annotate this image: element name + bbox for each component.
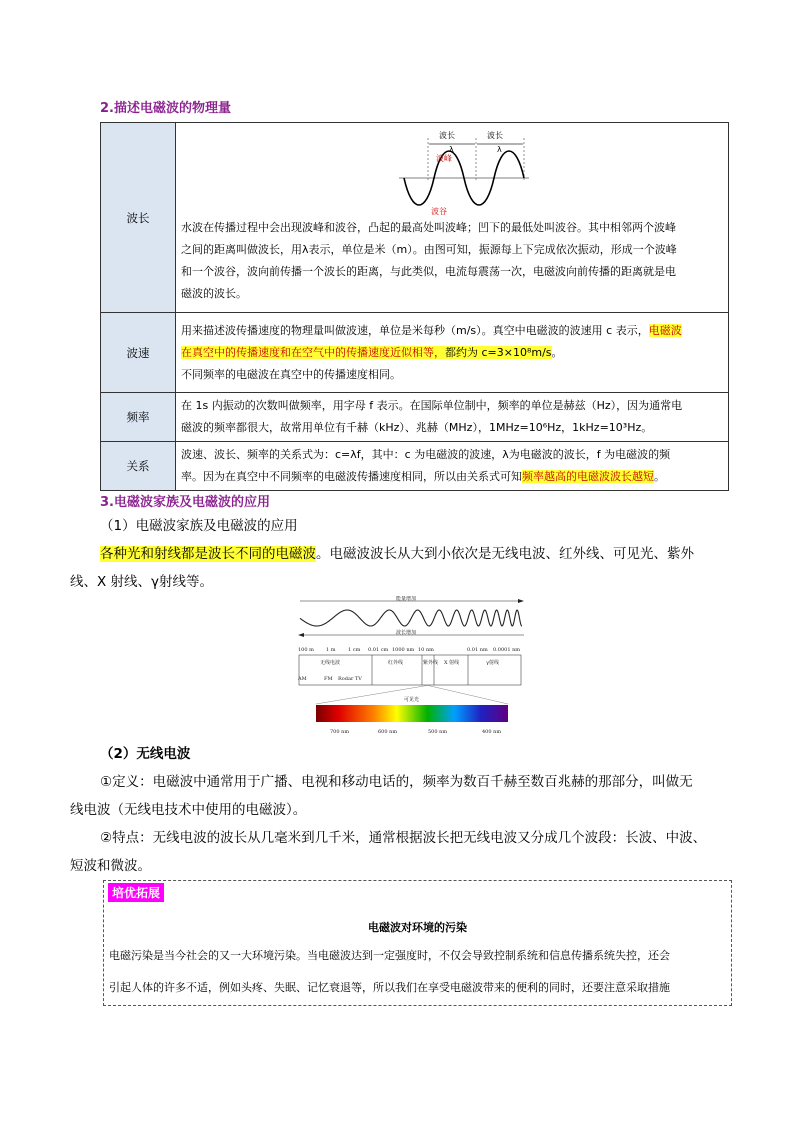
band-infrared: 红外线 — [388, 660, 404, 666]
band-gamma: γ射线 — [486, 660, 499, 666]
energy-increase-label: 能量增加 — [396, 596, 417, 602]
fig-lambda-2: λ — [497, 145, 502, 154]
wavelength-diagram — [396, 130, 536, 217]
svg-text:1 m: 1 m — [326, 647, 336, 653]
svg-text:100 m: 100 m — [298, 647, 314, 653]
wave-figure — [181, 130, 723, 217]
fig-crest-label: 波峰 — [436, 154, 452, 163]
svg-text:0.01 cm: 0.01 cm — [368, 647, 389, 653]
subsection-1-title: （1）电磁波家族及电磁波的应用 — [100, 518, 298, 534]
svg-text:Rodar TV: Rodar TV — [338, 676, 362, 682]
wavelength-line-4: 磁波的波长。 — [181, 287, 247, 300]
frequency-line-1: 在 1s 内振动的次数叫做频率，用字母 f 表示。在国际单位制中，频率的单位是赫兹（Hz），因为通常电 — [181, 399, 683, 412]
speed-line-1: 用来描述波传播速度的物理量叫做波速，单位是米每秒（m/s）。真空中电磁波的波速用 c 表示， — [181, 323, 649, 337]
wavelength-increase-label: 波长增加 — [396, 630, 417, 636]
paragraph-1-line-2: 线、X 射线、γ射线等。 — [70, 574, 214, 590]
em-spectrum-diagram — [296, 596, 528, 738]
row-relation: 关系 波速、波长、频率的关系式为：c=λf，其中：c 为电磁波的波速，λ为电磁波的波长，f 为电磁波的频 率。因为在真空中不同频率的电磁波传播速度相同，所以由关系式可知频率越高的电磁波波长越短。 — [101, 442, 729, 491]
row-speed: 波速 用来描述波传播速度的物理量叫做波速，单位是米每秒（m/s）。真空中电磁波的波速用 c 表示，电磁波 在真空中的传播速度和在空气中的传播速度近似相等，都约为 c=3×10⁸m/s。 不同频率的电磁波在真空中的传播速度相同。 — [101, 313, 729, 393]
key-speed: 波速 — [101, 313, 176, 393]
svg-text:1000 nm: 1000 nm — [392, 647, 415, 653]
wavelength-line-2: 之间的距离叫做波长，用λ表示，单位是米（m）。由图可知，振源每上下完成依次振动，形成一个波峰 — [181, 243, 677, 256]
speed-line-2-highlight: 在真空中的传播速度和在空气中的传播速度近似相等， — [181, 345, 445, 359]
extension-tag: 培优拓展 — [108, 883, 164, 902]
definition-line-2: 线电波（无线电技术中使用的电磁波）。 — [70, 802, 307, 818]
speed-line-2-value: 都约为 c=3×10⁸m/s — [445, 345, 552, 359]
relation-line-1: 波速、波长、频率的关系式为：c=λf，其中：c 为电磁波的波速，λ为电磁波的波长，f 为电磁波的频 — [181, 448, 671, 461]
extension-line-1: 电磁污染是当今社会的又一大环境污染。当电磁波达到一定强度时，不仅会导致控制系统和信息传播系统失控，还会 — [109, 949, 670, 962]
speed-line-3: 不同频率的电磁波在真空中的传播速度相同。 — [181, 367, 401, 381]
key-frequency: 频率 — [101, 393, 176, 442]
svg-text:AM: AM — [298, 676, 307, 682]
extension-title: 电磁波对环境的污染 — [368, 921, 467, 934]
wavelength-line-1: 水波在传播过程中会出现波峰和波谷，凸起的最高处叫波峰；凹下的最低处叫波谷。其中相邻两个波峰 — [181, 221, 676, 234]
row-frequency — [101, 393, 729, 442]
relation-highlight: 频率越高的电磁波波长越短 — [522, 470, 654, 483]
subsection-2-title: （2）无线电波 — [100, 746, 191, 762]
fig-lambda-1: λ — [449, 145, 454, 154]
feature-line-2: 短波和微波。 — [70, 858, 151, 874]
definition-line-1: ①定义：电磁波中通常用于广播、电视和移动电话的，频率为数百千赫至数百兆赫的那部分，叫做无 — [100, 774, 693, 790]
svg-text:700 nm: 700 nm — [330, 729, 350, 735]
svg-text:400 nm: 400 nm — [482, 729, 502, 735]
section-3-title: 3.电磁波家族及电磁波的应用 — [100, 495, 270, 510]
svg-text:0.01 nm: 0.01 nm — [467, 647, 488, 653]
svg-text:500 nm: 500 nm — [428, 729, 448, 735]
band-xray: X 射线 — [444, 660, 460, 666]
fig-trough-label: 波谷 — [431, 207, 447, 216]
visible-spectrum-bar — [316, 705, 508, 722]
section-2-title: 2.描述电磁波的物理量 — [100, 101, 231, 116]
svg-text:1 cm: 1 cm — [348, 647, 361, 653]
key-wavelength: 波长 — [101, 123, 176, 313]
row-wavelength — [101, 123, 729, 313]
fig-label-wavelength-1: 波长 — [439, 131, 455, 140]
key-relation: 关系 — [101, 442, 176, 491]
paragraph-1: 各种光和射线都是波长不同的电磁波。电磁波波长从大到小依次是无线电波、红外线、可见光、紫外 — [100, 546, 694, 562]
wavelength-line-3: 和一个波谷，波向前传播一个波长的距离，与此类似，电流每震荡一次，电磁波向前传播的距离就是电 — [181, 265, 676, 278]
svg-text:600 nm: 600 nm — [378, 729, 398, 735]
band-ultraviolet: 紫外线 — [423, 660, 439, 666]
paragraph-1-highlight: 各种光和射线都是波长不同的电磁波 — [100, 546, 316, 562]
visible-light-label: 可见光 — [404, 697, 420, 703]
feature-line-1: ②特点：无线电波的波长从几毫米到几千米，通常根据波长把无线电波又分成几个波段：长波、中波、 — [100, 830, 707, 846]
fig-label-wavelength-2: 波长 — [487, 131, 503, 140]
extension-line-2: 引起人体的许多不适，例如头疼、失眠、记忆衰退等，所以我们在享受电磁波带来的便利的同时，还要注意采取措施 — [109, 981, 670, 994]
frequency-line-2: 磁波的频率都很大，故常用单位有千赫（kHz）、兆赫（MHz），1MHz=10⁶Hz，1kHz=10³Hz。 — [181, 421, 653, 434]
physical-quantities-table — [100, 122, 729, 491]
svg-text:0.0001 nm: 0.0001 nm — [493, 647, 521, 653]
band-radio: 无线电波 — [320, 660, 341, 666]
speed-line-1-highlight: 电磁波 — [648, 323, 682, 337]
svg-text:FM: FM — [324, 676, 333, 682]
extension-box — [103, 880, 732, 1006]
spectrum-wave — [300, 610, 522, 626]
relation-line-2: 率。因为在真空中不同频率的电磁波传播速度相同，所以由关系式可知 — [181, 470, 522, 483]
svg-text:10 nm: 10 nm — [418, 647, 434, 653]
